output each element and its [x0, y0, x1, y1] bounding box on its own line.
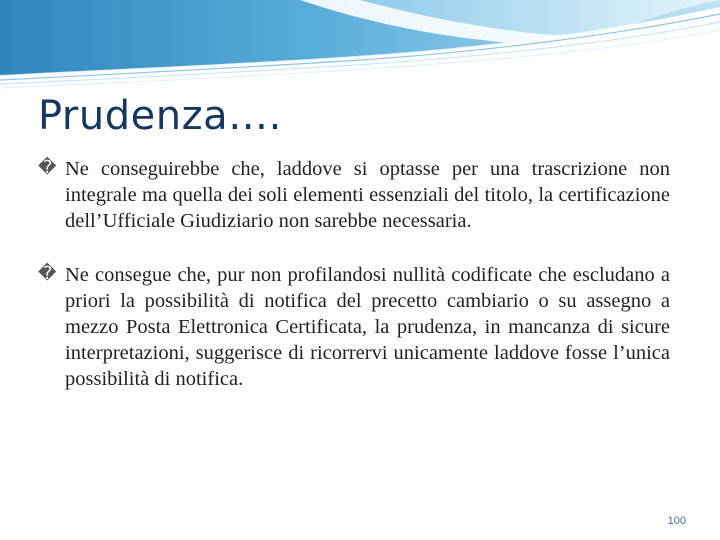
slide-title: Prudenza….: [38, 93, 282, 139]
slide-body: [38, 156, 670, 420]
bullet-item: [38, 156, 670, 234]
bullet-text: Ne consegue che, pur non profilandosi nullità codificate che escludano a priori la possibilità di notifica del precetto cambiario o su assegno a mezzo Posta Elettronica Certificata, la prudenza, in mancanza di sicure interpretazioni, suggerisce di ricorrervi unicamente laddove fosse l’unica possibilità di notifica.: [65, 264, 670, 390]
bullet-text: Ne conseguirebbe che, laddove si optasse per una trascrizione non integrale ma quella dei soli elementi essenziali del titolo, la certificazione dell’Ufficiale Giudiziario non sarebbe necessaria.: [65, 158, 670, 232]
header-wave-decoration: [0, 0, 720, 90]
bullet-placeholder-icon: �: [38, 263, 57, 284]
bullet-item: [38, 262, 670, 392]
page-number: 100: [667, 515, 686, 527]
bullet-placeholder-icon: �: [38, 157, 57, 178]
